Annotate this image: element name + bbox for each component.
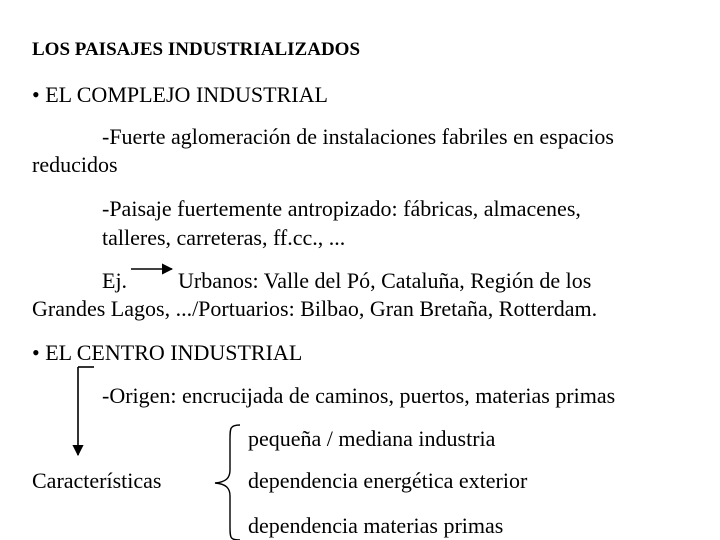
section-heading-complejo: • EL COMPLEJO INDUSTRIAL bbox=[32, 82, 328, 107]
characteristic-item: pequeña / mediana industria bbox=[248, 426, 496, 451]
paragraph-aglomeracion-line1: -Fuerte aglomeración de instalaciones fabriles en espacios bbox=[102, 124, 614, 149]
paragraph-origen: -Origen: encrucijada de caminos, puertos, materias primas bbox=[102, 383, 616, 408]
slide-title: LOS PAISAJES INDUSTRIALIZADOS bbox=[32, 39, 361, 60]
characteristic-item: dependencia energética exterior bbox=[248, 468, 528, 493]
curly-brace-icon bbox=[215, 425, 240, 540]
characteristic-item: dependencia materias primas bbox=[248, 513, 504, 538]
paragraph-aglomeracion-line2: reducidos bbox=[32, 152, 118, 177]
paragraph-paisaje-line1: -Paisaje fuertemente antropizado: fábricas, almacenes, bbox=[102, 196, 581, 221]
paragraph-ejemplos-line2: Grandes Lagos, .../Portuarios: Bilbao, Gran Bretaña, Rotterdam. bbox=[32, 296, 598, 321]
paragraph-paisaje-line2: talleres, carreteras, ff.cc., ... bbox=[102, 225, 346, 250]
example-label: Ej. bbox=[102, 268, 128, 293]
section-heading-centro: • EL CENTRO INDUSTRIAL bbox=[32, 340, 303, 365]
paragraph-ejemplos-line1: Urbanos: Valle del Pó, Cataluña, Región de los bbox=[178, 268, 592, 293]
characteristics-label: Características bbox=[32, 468, 162, 493]
